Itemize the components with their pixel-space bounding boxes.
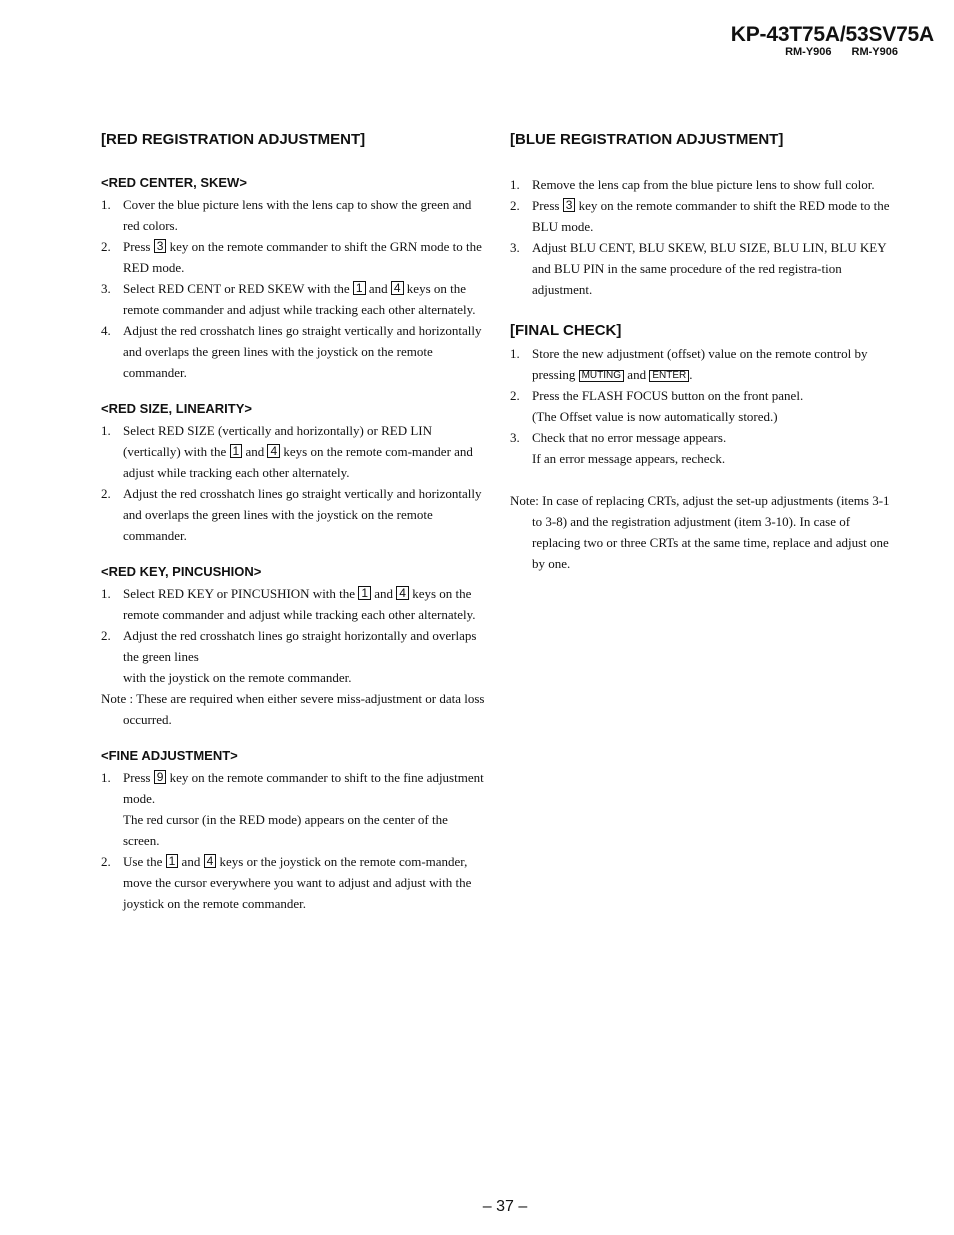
list-item <box>101 483 486 546</box>
step-text: and <box>365 281 391 296</box>
step-number: 2. <box>510 388 520 403</box>
step-number: 3. <box>101 281 111 296</box>
note-text: Note : These are required when either severe miss-adjustment or data loss occurred. <box>101 691 485 727</box>
key-4: 4 <box>396 586 409 600</box>
steps-list <box>101 420 486 546</box>
list-item <box>101 583 486 625</box>
list-item <box>101 236 486 278</box>
list-item <box>101 320 486 383</box>
subsection-red-key-pincushion: <RED KEY, PINCUSHION> <box>101 564 262 579</box>
subsection-red-size-linearity: <RED SIZE, LINEARITY> <box>101 401 252 416</box>
list-item <box>510 343 895 385</box>
muting-key: MUTING <box>579 370 624 382</box>
steps-list <box>101 583 486 688</box>
page-number: – 37 – <box>482 1198 528 1215</box>
step-text: Remove the lens cap from the blue picture lens to show full color. <box>532 177 875 192</box>
step-number: 2. <box>101 486 111 501</box>
section-title-final-check: [FINAL CHECK] <box>510 322 622 339</box>
enter-key: ENTER <box>649 370 689 382</box>
list-item <box>510 427 895 469</box>
step-text: Check that no error message appears. <box>532 430 727 445</box>
step-text: Cover the blue picture lens with the lens cap to show the green and red colors. <box>123 197 472 233</box>
step-text: and <box>242 444 268 459</box>
step-number: 2. <box>101 239 111 254</box>
remote-model: RM-Y906 <box>785 46 832 58</box>
key-9: 9 <box>154 770 167 784</box>
step-text: Adjust the red crosshatch lines go straight vertically and horizontally and overlaps the green lines with the joystick on the remote commander. <box>123 486 482 543</box>
step-text: keys on the remote com-mander and adjust while tracking each other alternately. <box>123 444 473 480</box>
steps-list <box>510 343 895 469</box>
step-text: Press <box>123 239 154 254</box>
note-text: Note: In case of replacing CRTs, adjust the set-up adjustments (items 3-1 to 3-8) and the registration adjustment (item 3-10). In case of replacing two or three CRTs at the same time, replace and adjust one by one. <box>510 493 890 571</box>
key-1: 1 <box>230 444 243 458</box>
step-number: 3. <box>510 240 520 255</box>
step-text: Select RED KEY or PINCUSHION with the <box>123 586 359 601</box>
step-text: Adjust BLU CENT, BLU SKEW, BLU SIZE, BLU LIN, BLU KEY and BLU PIN in the same procedure of the red registra-tion adjustment. <box>532 240 887 297</box>
list-item <box>510 195 895 237</box>
key-4: 4 <box>391 281 404 295</box>
list-item <box>101 767 486 851</box>
step-number: 4. <box>101 323 111 338</box>
step-text: (The Offset value is now automatically stored.) <box>532 409 778 424</box>
step-text: Adjust the red crosshatch lines go straight horizontally and overlaps the green lines <box>123 628 477 664</box>
step-number: 2. <box>101 854 111 869</box>
steps-list <box>101 194 486 383</box>
list-item <box>510 385 895 427</box>
key-4: 4 <box>204 854 217 868</box>
step-text: Press <box>532 198 563 213</box>
step-text: . <box>689 367 693 382</box>
subsection-red-center-skew: <RED CENTER, SKEW> <box>101 175 247 190</box>
remote-model: RM-Y906 <box>851 46 898 58</box>
step-text: and <box>371 586 397 601</box>
step-text: Select RED CENT or RED SKEW with the <box>123 281 353 296</box>
step-number: 1. <box>101 770 111 785</box>
list-item <box>101 194 486 236</box>
key-1: 1 <box>166 854 179 868</box>
model-number: KP-43T75A/53SV75A <box>730 23 934 46</box>
key-1: 1 <box>358 586 371 600</box>
step-text: Press <box>123 770 154 785</box>
step-text: Use the <box>123 854 166 869</box>
right-column <box>510 131 895 574</box>
step-text: Adjust the red crosshatch lines go straight vertically and horizontally and overlaps the green lines with the joystick on the remote commander. <box>123 323 482 380</box>
step-text: key on the remote commander to shift to the fine adjustment mode. <box>123 770 484 806</box>
list-item <box>101 625 486 688</box>
step-number: 1. <box>101 197 111 212</box>
list-item <box>101 420 486 483</box>
step-text: The red cursor (in the RED mode) appears on the center of the screen. <box>123 812 448 848</box>
list-item <box>510 237 895 300</box>
step-number: 2. <box>510 198 520 213</box>
step-text: key on the remote commander to shift the RED mode to the BLU mode. <box>532 198 890 234</box>
key-3: 3 <box>563 198 576 212</box>
section-title-red-registration: [RED REGISTRATION ADJUSTMENT] <box>101 131 366 148</box>
step-number: 1. <box>101 423 111 438</box>
left-column <box>101 131 486 914</box>
steps-list <box>510 174 895 300</box>
section-title-blue-registration: [BLUE REGISTRATION ADJUSTMENT] <box>510 131 784 148</box>
step-text: Press the FLASH FOCUS button on the front panel. <box>532 388 804 403</box>
list-item <box>510 174 895 195</box>
step-text: and <box>624 367 650 382</box>
step-text: and <box>178 854 204 869</box>
subsection-fine-adjustment: <FINE ADJUSTMENT> <box>101 748 238 763</box>
step-number: 1. <box>510 177 520 192</box>
step-text: Select RED SIZE (vertically and horizontally) or RED LIN (vertically) with the <box>123 423 433 459</box>
step-text: with the joystick on the remote commander. <box>123 670 352 685</box>
steps-list <box>101 767 486 914</box>
step-number: 3. <box>510 430 520 445</box>
step-number: 1. <box>510 346 520 361</box>
step-text: keys on the remote commander and adjust while tracking each other alternately. <box>123 586 476 622</box>
key-3: 3 <box>154 239 167 253</box>
step-text: If an error message appears, recheck. <box>532 451 726 466</box>
list-item <box>101 851 486 914</box>
page-header <box>731 24 934 58</box>
step-text: Store the new adjustment (offset) value on the remote control by pressing <box>532 346 868 382</box>
step-text: key on the remote commander to shift the GRN mode to the RED mode. <box>123 239 482 275</box>
remote-models <box>731 46 898 58</box>
step-number: 2. <box>101 628 111 643</box>
step-text: keys or the joystick on the remote com-mander, move the cursor everywhere you want to adjust and adjust with the joystick on the remote commander. <box>123 854 472 911</box>
step-text: keys on the remote commander and adjust while tracking each other alternately. <box>123 281 476 317</box>
step-number: 1. <box>101 586 111 601</box>
key-4: 4 <box>267 444 280 458</box>
key-1: 1 <box>353 281 366 295</box>
list-item <box>101 278 486 320</box>
